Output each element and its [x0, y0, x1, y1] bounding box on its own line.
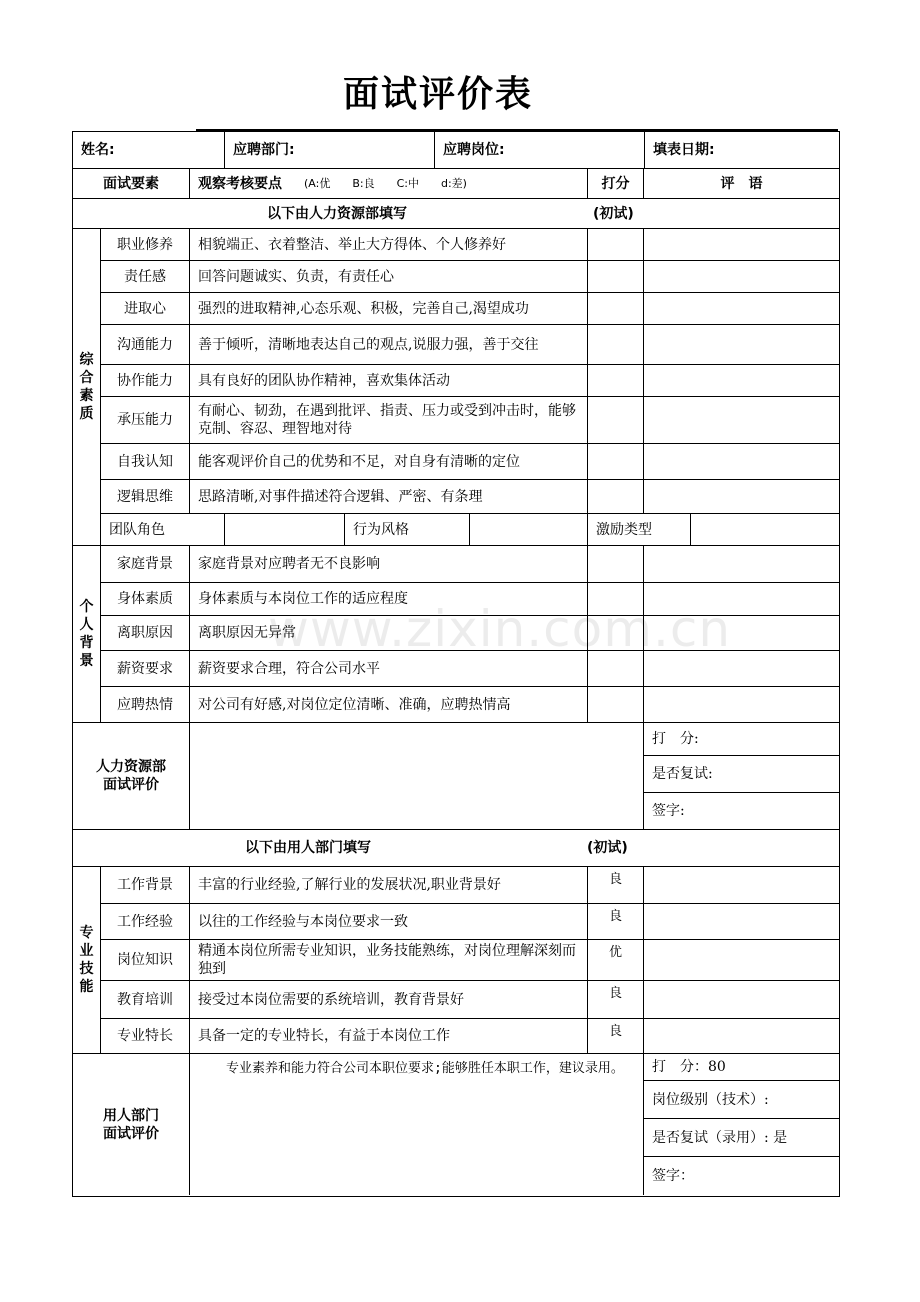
score-cell[interactable] — [588, 583, 644, 616]
score-cell[interactable] — [588, 546, 644, 583]
interview-evaluation-form — [72, 131, 840, 1197]
comment-cell[interactable] — [644, 616, 839, 651]
group-label-personal-background: 个 人 背 景 — [73, 546, 101, 723]
criteria-specialty: 具备一定的专业特长，有益于本岗位工作 — [190, 1019, 588, 1054]
comment-cell[interactable] — [644, 293, 839, 325]
comment-cell[interactable] — [644, 867, 839, 904]
comment-cell[interactable] — [644, 583, 839, 616]
factor-application-enthusiasm: 应聘热情 — [101, 687, 190, 723]
criteria-collaboration: 具有良好的团队协作精神，喜欢集体活动 — [190, 365, 588, 397]
factor-column-header: 面试要素 — [73, 169, 190, 199]
behavior-style-input[interactable] — [470, 514, 588, 546]
comment-cell[interactable] — [644, 940, 839, 981]
factor-self-awareness: 自我认知 — [101, 444, 190, 480]
criteria-work-background: 丰富的行业经验,了解行业的发展状况,职业背景好 — [190, 867, 588, 904]
criteria-stress-tolerance: 有耐心、韧劲，在遇到批评、指责、压力或受到冲击时，能够克制、容忍、理智地对待 — [190, 397, 588, 444]
score-specialty[interactable]: 良 — [588, 1019, 644, 1054]
score-work-experience[interactable]: 良 — [588, 904, 644, 940]
comment-cell[interactable] — [644, 397, 839, 444]
score-job-knowledge[interactable]: 优 — [588, 940, 644, 981]
comment-cell[interactable] — [644, 444, 839, 480]
criteria-logical-thinking: 思路清晰,对事件描述符合逻辑、严密、有条理 — [190, 480, 588, 514]
criteria-job-knowledge: 精通本岗位所需专业知识，业务技能熟练，对岗位理解深刻而独到 — [190, 940, 588, 981]
dept-signature-field[interactable]: 签字： — [652, 1168, 694, 1184]
comment-cell[interactable] — [644, 325, 839, 365]
factor-professional-ethics: 职业修养 — [101, 229, 190, 261]
factor-stress-tolerance: 承压能力 — [101, 397, 190, 444]
criteria-communication: 善于倾听，清晰地表达自己的观点,说服力强，善于交往 — [190, 325, 588, 365]
department-field[interactable]: 应聘部门: — [225, 132, 435, 169]
criteria-physical-fitness: 身体素质与本岗位工作的适应程度 — [190, 583, 588, 616]
factor-education-training: 教育培训 — [101, 981, 190, 1019]
grade-scale-legend: (A:优 B:良 C:中 d:差) — [304, 176, 467, 190]
hr-signature-field[interactable]: 签字: — [644, 793, 839, 830]
score-cell[interactable] — [588, 365, 644, 397]
factor-work-experience: 工作经验 — [101, 904, 190, 940]
criteria-family-background: 家庭背景对应聘者无不良影响 — [190, 546, 588, 583]
factor-specialty: 专业特长 — [101, 1019, 190, 1054]
score-cell[interactable] — [588, 229, 644, 261]
criteria-column-header — [190, 169, 588, 199]
criteria-ambition: 强烈的进取精神,心态乐观、积极，完善自己,渴望成功 — [190, 293, 588, 325]
dept-section-heading — [73, 830, 839, 867]
page-title: 面试评价表 — [342, 74, 533, 115]
hr-section-stage: (初试) — [593, 205, 634, 222]
factor-communication: 沟通能力 — [101, 325, 190, 365]
score-cell[interactable] — [588, 616, 644, 651]
criteria-professional-ethics: 相貌端正、衣着整洁、举止大方得体、个人修养好 — [190, 229, 588, 261]
factor-ambition: 进取心 — [101, 293, 190, 325]
comment-cell[interactable] — [644, 261, 839, 293]
dept-evaluation-label: 用人部门 面试评价 — [73, 1054, 190, 1195]
criteria-work-experience: 以往的工作经验与本岗位要求一致 — [190, 904, 588, 940]
dept-section-title: 以下由用人部门填写 — [245, 840, 371, 856]
factor-responsibility: 责任感 — [101, 261, 190, 293]
comment-cell[interactable] — [644, 480, 839, 514]
score-cell[interactable] — [588, 444, 644, 480]
factor-reason-for-leaving: 离职原因 — [101, 616, 190, 651]
comment-cell[interactable] — [644, 229, 839, 261]
criteria-application-enthusiasm: 对公司有好感,对岗位定位清晰、准确，应聘热情高 — [190, 687, 588, 723]
hr-evaluation-text-area[interactable] — [190, 723, 644, 830]
criteria-self-awareness: 能客观评价自己的优势和不足，对自身有清晰的定位 — [190, 444, 588, 480]
motivation-type-label: 激励类型 — [588, 514, 691, 546]
criteria-reason-for-leaving: 离职原因无异常 — [190, 616, 588, 651]
score-work-background[interactable]: 良 — [588, 867, 644, 904]
position-field[interactable]: 应聘岗位: — [435, 132, 645, 169]
team-role-input[interactable] — [225, 514, 345, 546]
factor-family-background: 家庭背景 — [101, 546, 190, 583]
factor-work-background: 工作背景 — [101, 867, 190, 904]
score-cell[interactable] — [588, 651, 644, 687]
comment-cell[interactable] — [644, 651, 839, 687]
criteria-header-label: 观察考核要点 — [198, 175, 282, 192]
comment-cell[interactable] — [644, 981, 839, 1019]
behavior-style-label: 行为风格 — [345, 514, 470, 546]
comment-cell[interactable] — [644, 546, 839, 583]
hr-retest-field[interactable]: 是否复试: — [644, 756, 839, 793]
score-cell[interactable] — [588, 293, 644, 325]
hr-section-heading — [73, 199, 839, 229]
score-cell[interactable] — [588, 687, 644, 723]
dept-evaluation-text[interactable]: 专业素养和能力符合公司本职位要求;能够胜任本职工作，建议录用。 — [190, 1054, 644, 1195]
comment-column-header: 评 语 — [644, 169, 839, 199]
comment-cell[interactable] — [644, 365, 839, 397]
dept-score-field[interactable]: 打 分：80 — [644, 1054, 839, 1081]
dept-job-level-field[interactable]: 岗位级别（技术）: — [644, 1081, 839, 1119]
score-education-training[interactable]: 良 — [588, 981, 644, 1019]
criteria-education-training: 接受过本岗位需要的系统培训，教育背景好 — [190, 981, 588, 1019]
group-label-professional-skills: 专 业 技 能 — [73, 867, 101, 1054]
comment-cell[interactable] — [644, 687, 839, 723]
hr-score-field[interactable]: 打 分: — [644, 723, 839, 756]
factor-logical-thinking: 逻辑思维 — [101, 480, 190, 514]
factor-job-knowledge: 岗位知识 — [101, 940, 190, 981]
score-cell[interactable] — [588, 397, 644, 444]
dept-retest-field[interactable]: 是否复试（录用）: 是 — [644, 1119, 839, 1157]
score-cell[interactable] — [588, 261, 644, 293]
watermark: www.zixin.com.cn — [268, 600, 732, 658]
motivation-type-input[interactable] — [691, 514, 839, 546]
comment-cell[interactable] — [644, 904, 839, 940]
comment-cell[interactable] — [644, 1019, 839, 1054]
hr-section-title: 以下由人力资源部填写 — [267, 205, 407, 222]
criteria-responsibility: 回答问题诚实、负责，有责任心 — [190, 261, 588, 293]
team-role-label: 团队角色 — [101, 514, 225, 546]
score-cell[interactable] — [588, 325, 644, 365]
score-cell[interactable] — [588, 480, 644, 514]
group-label-comprehensive-quality: 综 合 素 质 — [73, 229, 101, 546]
date-field[interactable]: 填表日期: — [645, 132, 839, 169]
hr-evaluation-label: 人力资源部 面试评价 — [73, 723, 190, 830]
factor-collaboration: 协作能力 — [101, 365, 190, 397]
factor-physical-fitness: 身体素质 — [101, 583, 190, 616]
name-field[interactable]: 姓名: — [73, 132, 225, 169]
criteria-salary-expectation: 薪资要求合理，符合公司水平 — [190, 651, 588, 687]
score-column-header: 打分 — [588, 169, 644, 199]
factor-salary-expectation: 薪资要求 — [101, 651, 190, 687]
dept-section-stage: (初试) — [587, 840, 628, 856]
